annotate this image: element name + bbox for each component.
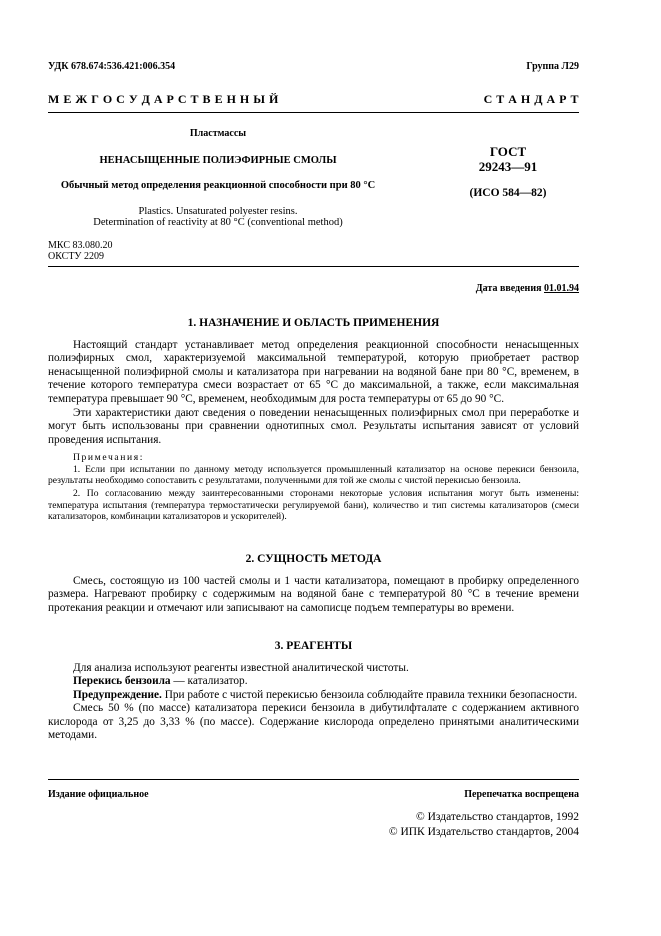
header-rule: [48, 112, 579, 113]
warning-text: При работе с чистой перекисью бензоила соблюдайте правила техники безопасности.: [161, 688, 578, 701]
benzoyl-peroxide-desc: — катализатор.: [170, 675, 248, 688]
gost-label: ГОСТ: [489, 144, 527, 159]
note2: 2. По согласованию между заинтересованными сторонами некоторые условия испытания могут быть изменены: температура испытания (температура термостатически регулируемой бани), количество и тип системы катализаторов (смеси катализаторов, комбинации катализаторов и ускорителей).: [48, 488, 579, 523]
reprint-prohibited: Перепечатка воспрещена: [464, 789, 579, 800]
section1-paragraph2: Эти характеристики дают сведения о поведении ненасыщенных полиэфирных смол при переработке и могут быть использованы при сравнении однотипных смол. Результаты испытания зависят от условий проведения испытания.: [48, 407, 579, 446]
interstate-label: М Е Ж Г О С У Д А Р С Т В Е Н Н Ы Й: [48, 92, 279, 106]
title-rule: [48, 266, 579, 267]
benzoyl-peroxide-term: Перекись бензоила: [73, 675, 171, 688]
section3-paragraph4: Смесь 50 % (по массе) катализатора перекиси бензоила в дибутилфталате с содержанием активного кислорода от 3,25 до 3,33 % (по массе). Содержание кислорода определено принятыми аналитическими методами.: [48, 702, 579, 742]
intro-date-value: 01.01.94: [544, 283, 579, 294]
section2-paragraph1: Смесь, состоящую из 100 частей смолы и 1 части катализатора, помещают в пробирку определенного размера. Нагревают пробирку с содержимым на водяной бане с температурой 80 °С в течение времени протекания реакции и отмечают или записывают на самописце подъем температуры во времени.: [48, 575, 579, 614]
section3-heading: 3. РЕАГЕНТЫ: [274, 640, 353, 652]
title-block: [48, 128, 388, 228]
okstu-code: ОКСТУ 2209: [48, 251, 105, 262]
note1: 1. Если при испытании по данному методу используется промышленный катализатор на основе перекиси бензоила, результаты необходимо сопоставить с результатами, полученными для той же смолы с чистой перекисью бензоила.: [48, 463, 579, 487]
subject: Пластмассы: [189, 128, 247, 139]
document-title: НЕНАСЫЩЕННЫЕ ПОЛИЭФИРНЫЕ СМОЛЫ: [99, 155, 337, 166]
gost-number: 29243—91: [478, 159, 538, 174]
copyright-line2: © ИПК Издательство стандартов, 2004: [388, 826, 579, 838]
official-edition: Издание официальное: [48, 789, 149, 800]
section3-paragraph3: [48, 689, 579, 702]
notes-label: Примечания:: [73, 452, 144, 464]
intro-date-label: Дата введения: [475, 283, 542, 294]
warning-term: Предупреждение.: [73, 688, 162, 701]
iso-reference: (ИСО 584—82): [469, 187, 547, 199]
copyright-block: [389, 810, 579, 840]
document-subtitle: Обычный метод определения реакционной способности при 80 °С: [60, 180, 376, 191]
udk-code: УДК 678.674:536.421:006.354: [48, 61, 176, 72]
section1-heading: 1. НАЗНАЧЕНИЕ И ОБЛАСТЬ ПРИМЕНЕНИЯ: [187, 317, 440, 329]
gost-block: [440, 144, 576, 201]
section1-paragraph1: Настоящий стандарт устанавливает метод определения реакционной способности ненасыщенных полиэфирных смол, характеризуемой максимальной температурой, которую приобретает раствор ненасыщенной полиэфирной смолы и катализатора при нагревании на водяной бане при 80 °С, временем, в течение которого температура смеси возрастает от 65 °С до максимальной, а также, если максимальная температура превышает 90 °С, временем, необходимым для роста температуры от 65 до 90 °С.: [48, 339, 579, 405]
group-code: Группа Л29: [526, 61, 579, 72]
classification-codes: [48, 240, 112, 262]
english-title-line1: Plastics. Unsaturated polyester resins.: [138, 206, 298, 217]
section2-body: [48, 575, 579, 615]
standard-label: С Т А Н Д А Р Т: [483, 92, 579, 106]
section3-body: [48, 662, 579, 742]
section1-body: [48, 339, 579, 523]
section3-paragraph2: [48, 675, 579, 688]
mks-code: МКС 83.080.20: [48, 240, 113, 251]
section3-paragraph1: Для анализа используют реагенты известной аналитической чистоты.: [73, 662, 409, 674]
intro-date: [476, 283, 579, 294]
english-title-line2: Determination of reactivity at 80 °С (conventional method): [93, 217, 343, 228]
copyright-line1: © Издательство стандартов, 1992: [415, 811, 579, 823]
section2-heading: 2. СУЩНОСТЬ МЕТОДА: [245, 553, 382, 565]
footer-rule: [48, 779, 579, 780]
